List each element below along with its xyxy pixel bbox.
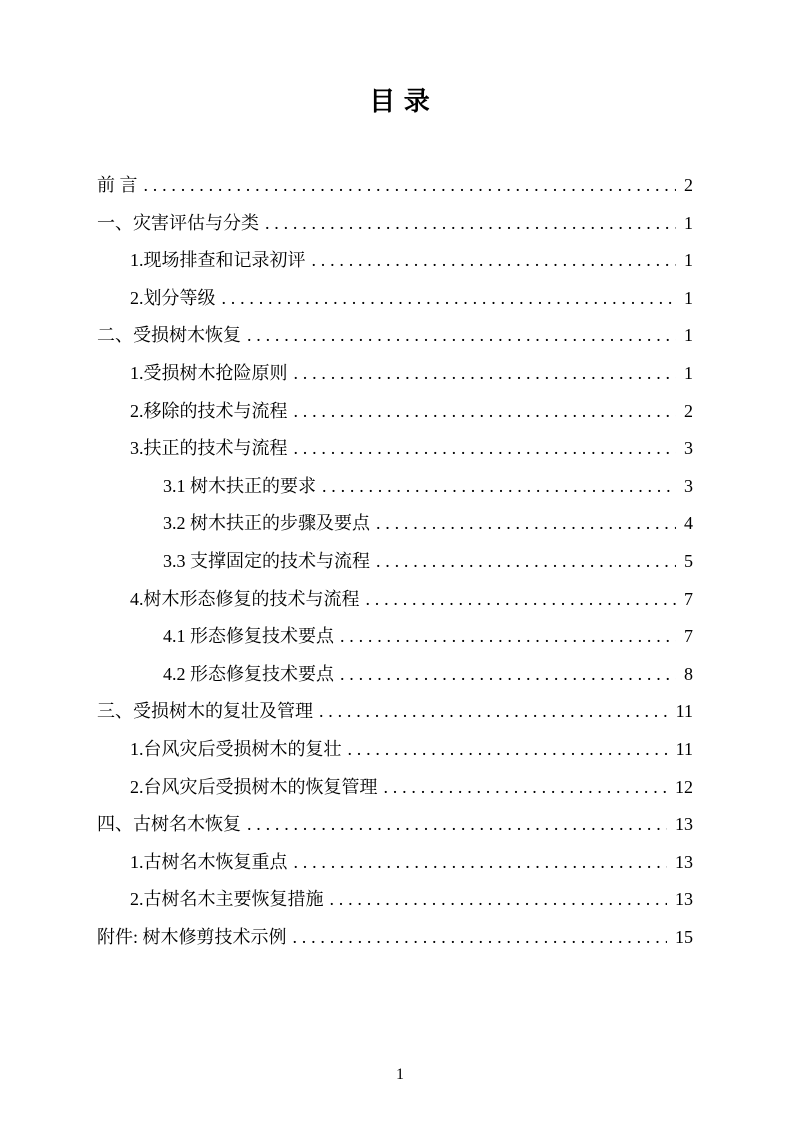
toc-entry-label: 1.台风灾后受损树木的复壮	[130, 738, 342, 759]
toc-entry-page: 13	[675, 889, 693, 910]
toc-entry-page: 8	[684, 663, 693, 684]
toc-leader-dots	[294, 844, 668, 882]
toc-entry-label: 1.古树名木恢复重点	[130, 851, 288, 872]
toc-entry-page: 7	[684, 588, 693, 609]
toc-entry-page: 13	[675, 851, 693, 872]
toc-entry-label: 二、受损树木恢复	[97, 325, 241, 346]
toc-leader-dots	[294, 393, 677, 431]
toc-entry[interactable]	[97, 543, 693, 581]
toc-entry-label: 2.移除的技术与流程	[130, 400, 288, 421]
toc-leader-dots	[348, 731, 668, 769]
toc-leader-dots	[376, 505, 676, 543]
toc-leader-dots	[366, 581, 677, 619]
toc-entry-page: 12	[675, 776, 693, 797]
toc-leader-dots	[294, 430, 677, 468]
toc-leader-dots	[319, 693, 668, 731]
toc-leader-dots	[376, 543, 676, 581]
toc-entry-page: 11	[675, 738, 693, 759]
toc-entry[interactable]	[97, 656, 693, 694]
toc-leader-dots	[340, 618, 676, 656]
toc-entry[interactable]	[97, 806, 693, 844]
toc-entry[interactable]	[97, 393, 693, 431]
toc-entry-page: 3	[684, 438, 693, 459]
toc-entry[interactable]	[97, 242, 693, 280]
toc-leader-dots	[247, 317, 676, 355]
toc-entry-page: 1	[684, 362, 693, 383]
toc-entry-page: 7	[684, 626, 693, 647]
toc-entry-page: 4	[684, 513, 693, 534]
toc-entry-label: 3.3 支撑固定的技术与流程	[163, 550, 370, 571]
toc-entry-label: 2.古树名木主要恢复措施	[130, 889, 324, 910]
toc-entry-label: 四、古树名木恢复	[97, 814, 241, 835]
toc-leader-dots	[293, 919, 668, 957]
toc-entry[interactable]	[97, 205, 693, 243]
toc-entry[interactable]	[97, 919, 693, 957]
toc-entry-page: 1	[684, 287, 693, 308]
toc-entry[interactable]	[97, 280, 693, 318]
toc-entry-label: 1.受损树木抢险原则	[130, 362, 288, 383]
toc-entry-label: 3.1 树木扶正的要求	[163, 475, 316, 496]
toc-entry[interactable]	[97, 430, 693, 468]
toc-entry[interactable]	[97, 167, 693, 205]
toc-entry-page: 3	[684, 475, 693, 496]
toc-entry-page: 2	[684, 175, 693, 195]
toc-entry[interactable]	[97, 731, 693, 769]
footer-page-number: 1	[396, 1066, 404, 1083]
toc-entry-page: 1	[684, 250, 693, 271]
toc-entry-label: 三、受损树木的复壮及管理	[97, 701, 313, 722]
toc-entry-label: 一、灾害评估与分类	[97, 212, 259, 233]
toc-leader-dots	[330, 881, 668, 919]
toc-entry-label: 4.树木形态修复的技术与流程	[130, 588, 360, 609]
toc-entry[interactable]	[97, 769, 693, 807]
toc-entry-label: 4.2 形态修复技术要点	[163, 663, 334, 684]
toc-entry-page: 11	[675, 701, 693, 722]
toc-leader-dots	[322, 468, 676, 506]
toc-entry[interactable]	[97, 881, 693, 919]
toc-entry-label: 4.1 形态修复技术要点	[163, 626, 334, 647]
toc-entry[interactable]	[97, 581, 693, 619]
toc-entry-label: 前 言	[97, 175, 138, 195]
toc-entry-label: 附件: 树木修剪技术示例	[97, 926, 287, 947]
toc-leader-dots	[265, 205, 676, 243]
toc-entry-page: 2	[684, 400, 693, 421]
toc-entry-page: 5	[684, 550, 693, 571]
toc-entry-page: 15	[675, 926, 693, 947]
toc-leader-dots	[384, 769, 668, 807]
toc-entry[interactable]	[97, 618, 693, 656]
toc-leader-dots	[222, 280, 677, 318]
toc-entry[interactable]	[97, 844, 693, 882]
toc-entry[interactable]	[97, 355, 693, 393]
toc-entry-page: 1	[684, 325, 693, 346]
toc-leader-dots	[294, 355, 677, 393]
page-title: 目 录	[369, 87, 431, 116]
table-of-contents	[0, 167, 800, 956]
toc-entry-page: 1	[684, 212, 693, 233]
toc-leader-dots	[312, 242, 677, 280]
toc-entry-label: 2.台风灾后受损树木的恢复管理	[130, 776, 378, 797]
toc-leader-dots	[340, 656, 676, 694]
toc-entry-label: 3.扶正的技术与流程	[130, 438, 288, 459]
toc-entry[interactable]	[97, 693, 693, 731]
toc-entry-label: 1.现场排查和记录初评	[130, 250, 306, 271]
toc-leader-dots	[144, 167, 677, 205]
toc-entry[interactable]	[97, 505, 693, 543]
toc-leader-dots	[247, 806, 667, 844]
toc-entry[interactable]	[97, 317, 693, 355]
toc-entry-label: 3.2 树木扶正的步骤及要点	[163, 513, 370, 534]
toc-entry-label: 2.划分等级	[130, 287, 216, 308]
toc-entry[interactable]	[97, 468, 693, 506]
toc-entry-page: 13	[675, 814, 693, 835]
